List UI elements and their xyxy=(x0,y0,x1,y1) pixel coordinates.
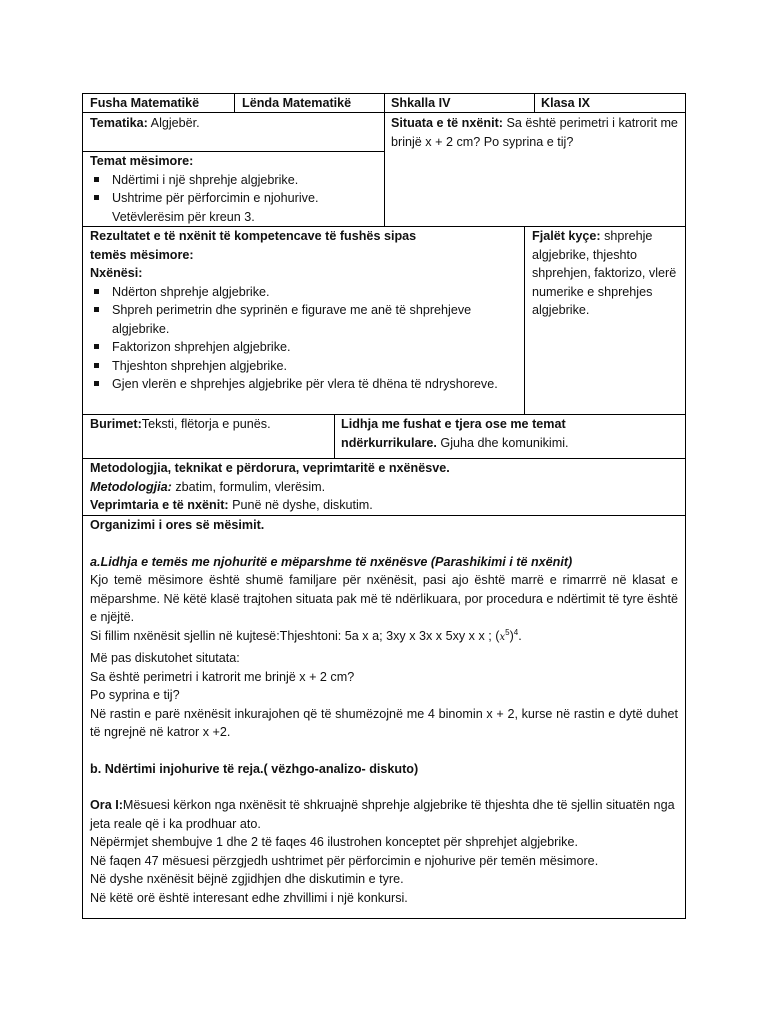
table-line xyxy=(82,918,686,919)
rezultatet-list xyxy=(90,283,515,394)
list-item: Shpreh perimetrin dhe syprinën e figurave me anë të shprehjeve algjebrike. xyxy=(90,301,515,338)
table-line xyxy=(534,93,535,113)
si-fillim-line: Si fillim nxënësit sjellin në kujtesë:Thjeshtoni: 5a x a; 3xy x 3x x 5xy x x ; $(x^5)^4$. xyxy=(90,627,522,643)
table-line xyxy=(384,93,385,227)
list-item: Ndërton shprehje algjebrike. xyxy=(90,283,515,302)
nxenesi-label: Nxënësi: xyxy=(90,266,143,280)
paragraph: Kjo temë mësimore është shumë familjare për nxënësit, pasi ajo është marrë e rimarrrë në klasat e mëparshme. Në këtë klasë trajtohen situata pak më të ndërlikuara, por procedura e ndërtimit të tyre është e njëjtë. xyxy=(90,573,679,624)
tematika-cell xyxy=(90,114,380,133)
ora-paragraph xyxy=(90,796,678,833)
list-item: Ushtrime për përforcimin e njohurive. Vetëvlerësim për kreun 3. xyxy=(90,189,380,226)
si-fillim-end: . xyxy=(518,628,522,643)
text-line: Në faqen 47 mësuesi përzgjedh ushtrimet për përforcimin e njohurive për temën mësimore. xyxy=(90,853,599,868)
list-item: Ndërtimi i një shprehje algjebrike. xyxy=(90,171,380,190)
question-line: Sa është perimetri i katrorit me brinjë x + 2 cm? xyxy=(90,669,355,684)
organizimi-title: Organizimi i ores së mësimit. xyxy=(90,518,265,532)
paragraph: Në rastin e parë nxënësit inkurajohen që të shumëzojnë me 4 binomin x + 2, kurse në rastin e dytë duhet të ngrejnë në katror x +2. xyxy=(90,706,678,739)
fjalet-label: Fjalët kyçe: xyxy=(532,229,601,243)
metodologjia-label: Metodologjia: xyxy=(90,479,172,494)
tematika-value: Algjebër. xyxy=(147,116,200,130)
situata-value: Sa është perimetri i katrorit me brinjë x + 2 cm? Po syprina e tij? xyxy=(391,116,678,149)
question-line: Po syprina e tij? xyxy=(90,688,180,702)
table-line xyxy=(82,93,83,919)
header-lenda: Lënda Matematikë xyxy=(242,96,352,110)
si-fillim-text: Si fillim nxënësit sjellin në kujtesë:Thjeshtoni: 5a x a; 3xy x 3x x 5xy x x ; ( xyxy=(90,628,500,643)
text-line: Nëpërmjet shembujve 1 dhe 2 të faqes 46 ilustrohen konceptet për shprehjet algjebrike. xyxy=(90,835,578,849)
list-item: Gjen vlerën e shprehjes algjebrike për vlera të dhëna të ndryshoreve. xyxy=(90,375,515,394)
text-line: Në dyshe nxënësit bëjnë zgjidhjen dhe diskutimin e tyre. xyxy=(90,872,404,886)
math-exp-inner: 5 xyxy=(505,627,510,637)
metodologjia-value: zbatim, formulim, vlerësim. xyxy=(171,479,326,494)
burimet-value: Teksti, flëtorja e punës. xyxy=(141,417,271,431)
metodologjia-title: Metodologjia, teknikat e përdorura, veprimtaritë e nxënësve. xyxy=(90,461,450,475)
veprimtaria-label: Veprimtaria e të nxënit: xyxy=(90,498,229,512)
table-line xyxy=(334,414,335,459)
burimet-label: Burimet: xyxy=(90,417,142,431)
temat-label: Temat mësimore: xyxy=(90,154,194,168)
table-line xyxy=(524,226,525,415)
rezultatet-label: Rezultatet e të nxënit të kompetencave të fushës sipas temës mësimore: xyxy=(90,229,417,262)
section-b-heading: b. Ndërtimi injohurive të reja.( vëzhgo-analizo- diskuto) xyxy=(90,761,419,776)
temat-cell xyxy=(90,152,380,226)
organizimi-cell xyxy=(90,516,678,907)
fjalet-value: shprehje algjebrike, thjeshto shprehjen, faktorizo, vlerë numerike e shprehjes algjebrike. xyxy=(532,229,677,317)
tematika-label: Tematika: xyxy=(90,116,148,130)
math-base: x xyxy=(499,631,506,643)
list-item: Faktorizon shprehjen algjebrike. xyxy=(90,338,515,357)
lidhja-value: Gjuha dhe komunikimi. xyxy=(436,435,569,450)
table-line xyxy=(685,93,686,919)
ora-text: Mësuesi kërkon nga nxënësit të shkruajnë shprehje algjebrike të thjeshta dhe të sjellin situatën nga jeta reale që i ka prodhuar ato. xyxy=(90,798,675,831)
lidhja-label: Lidhja me fushat e tjera ose me temat ndërkurrikulare. xyxy=(341,417,566,450)
me-pas-line: Më pas diskutohet situtata: xyxy=(90,651,240,665)
rezultatet-cell xyxy=(90,227,515,394)
math-exp-outer: 4 xyxy=(513,627,519,637)
header-shkalla: Shkalla IV xyxy=(391,96,451,110)
metodologjia-cell xyxy=(90,459,680,515)
header-fusha: Fusha Matematikë xyxy=(90,96,200,110)
situata-label: Situata e të nxënit: xyxy=(391,116,503,130)
veprimtaria-value: Punë në dyshe, diskutim. xyxy=(228,498,373,512)
list-item: Thjeshton shprehjen algjebrike. xyxy=(90,357,515,376)
fjalet-cell xyxy=(532,227,682,320)
situata-cell xyxy=(391,114,681,151)
burimet-cell xyxy=(90,415,330,434)
text-line: Në këtë orë është interesant edhe zhvillimi i një konkursi. xyxy=(90,890,408,905)
ora-label: Ora I: xyxy=(90,798,123,812)
section-a-heading: a.Lidhja e temës me njohuritë e mëparshme të nxënësve (Parashikimi i të nxënit) xyxy=(90,554,573,569)
table-line xyxy=(234,93,235,113)
lidhja-cell xyxy=(341,415,641,452)
temat-list xyxy=(90,171,380,227)
header-klasa: Klasa IX xyxy=(541,96,591,110)
